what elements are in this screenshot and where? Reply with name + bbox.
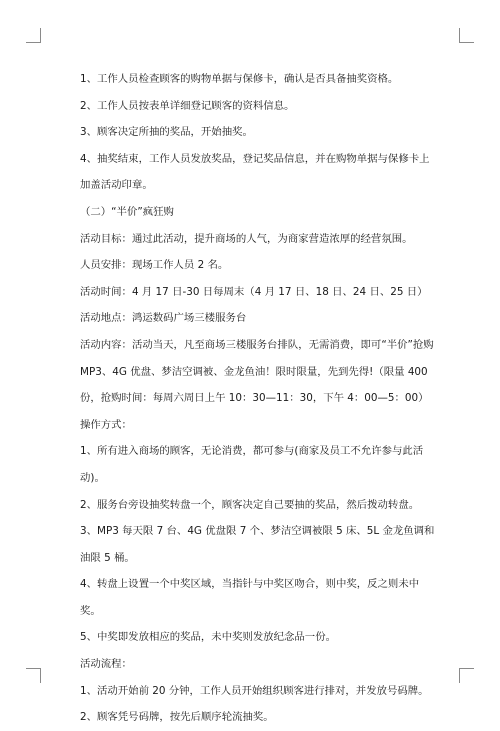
page-corner-mark-top-left [26,28,41,43]
paragraph-step-2-register-info: 2、工作人员按表单详细登记顾客的资料信息。 [80,99,295,112]
paragraph-activity-goal: 活动目标：通过此活动，提升商场的人气，为商家营造浓厚的经营氛围。 [80,232,413,245]
heading-activity-process: 活动流程： [80,658,132,671]
paragraph-process-2: 2、顾客凭号码牌，按先后顺序轮流抽奖。 [80,711,274,724]
paragraph-operation-4: 4、转盘上设置一个中奖区域，当指针与中奖区吻合，则中奖，反之则未中奖。 [80,578,420,617]
page-corner-mark-top-right [459,28,474,43]
paragraph-operation-1: 1、所有进入商场的顾客，无论消费，都可参与(商家及员工不允许参与此活动)。 [80,445,424,484]
paragraph-step-1-check-receipts: 1、工作人员检查顾客的购物单据与保修卡，确认是否具备抽奖资格。 [80,73,399,85]
paragraph-activity-time: 活动时间：4 月 17 日-30 日每周末（4 月 17 日、18 日、24 日、25 日） [80,285,428,298]
page-corner-mark-bottom-left [26,668,41,683]
heading-operation-method: 操作方式： [80,418,132,431]
paragraph-operation-2: 2、服务台旁设抽奖转盘一个，顾客决定自己要抽的奖品，然后拨动转盘。 [80,498,420,511]
paragraph-process-1: 1、活动开始前 20 分钟，工作人员开始组织顾客进行排对，并发放号码牌。 [80,684,429,697]
document-body [80,66,436,731]
paragraph-activity-location: 活动地点：鸿运数码广场三楼服务台 [80,312,247,325]
paragraph-step-4-issue-prizes: 4、抽奖结束，工作人员发放奖品，登记奖品信息，并在购物单据与保修卡上加盖活动印章。 [80,152,430,192]
paragraph-staffing: 人员安排：现场工作人员 2 名。 [80,259,229,272]
paragraph-step-3-start-draw: 3、顾客决定所抽的奖品，开始抽奖。 [80,126,253,139]
section-heading-half-price: （二）“半价”疯狂购 [80,205,174,218]
paragraph-operation-5: 5、中奖即发放相应的奖品，未中奖则发放纪念品一份。 [80,631,336,644]
paragraph-activity-content: 活动内容：活动当天，凡至商场三楼服务台排队，无需消费，即可“半价”抢购MP3、4G 优盘、梦洁空调被、金龙鱼油！限时限量，先到先得!（限量 400 份，抢购时间：每周六周日上午 10：30—11：30，下午 4：00—5：00） [80,338,434,405]
paragraph-operation-3: 3、MP3 每天限 7 台、4G 优盘限 7 个、梦洁空调被限 5 床、5L 金龙鱼调和油限 5 桶。 [80,525,435,564]
page-corner-mark-bottom-right [459,668,474,683]
